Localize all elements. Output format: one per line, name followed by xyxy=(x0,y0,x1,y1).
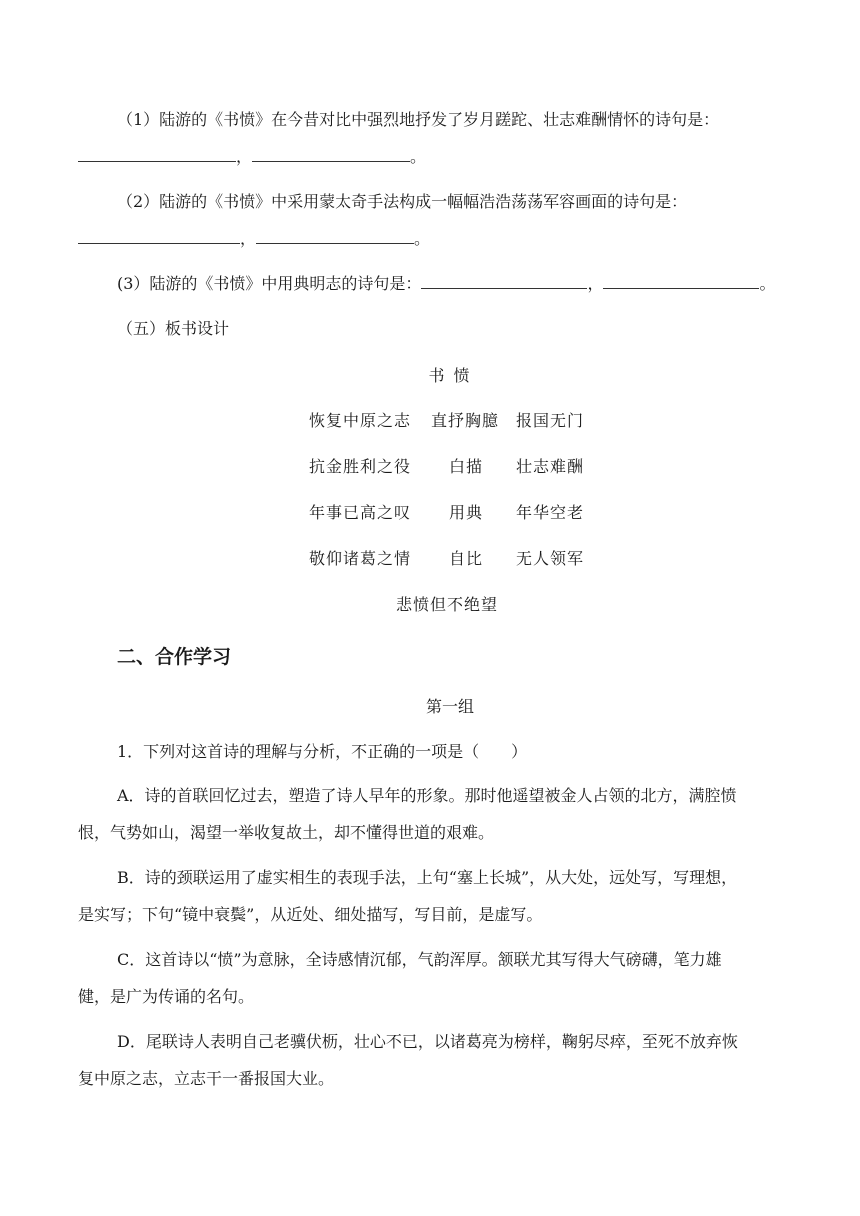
answer-blank[interactable] xyxy=(78,147,236,162)
option-c-line-1: C．这首诗以“愤”为意脉，全诗感情沉郁，气韵浑厚。颔联尤其写得大气磅礴，笔力雄 xyxy=(117,950,722,969)
section-heading: 二、合作学习 xyxy=(117,646,232,668)
board-cell: 恢复中原之志 xyxy=(309,411,412,430)
question-stem: 1．下列对这首诗的理解与分析，不正确的一项是（ ） xyxy=(117,742,528,761)
question-1-answer-line: ， 。 xyxy=(78,147,426,167)
board-cell: 无人领军 xyxy=(516,549,585,568)
board-design-heading: （五）板书设计 xyxy=(117,319,230,338)
answer-blank[interactable] xyxy=(252,147,410,162)
board-cell: 白描 xyxy=(449,457,484,476)
board-cell: 用典 xyxy=(449,503,484,522)
board-cell: 壮志难酬 xyxy=(516,457,585,476)
board-footer: 悲愤但不绝望 xyxy=(396,595,499,614)
answer-blank[interactable] xyxy=(603,274,759,289)
option-a-line-1: A．诗的首联回忆过去，塑造了诗人早年的形象。那时他遥望被金人占领的北方，满腔愤 xyxy=(117,786,737,805)
board-cell: 抗金胜利之役 xyxy=(309,457,412,476)
group-title: 第一组 xyxy=(425,697,474,716)
board-title: 书 愤 xyxy=(428,366,472,385)
question-2-answer-line: ， 。 xyxy=(78,229,430,249)
board-cell: 报国无门 xyxy=(516,411,585,430)
option-a-line-2: 恨，气势如山，渴望一举收复故土，却不懂得世道的艰难。 xyxy=(78,823,495,842)
question-2-text: （2）陆游的《书愤》中采用蒙太奇手法构成一幅幅浩浩荡荡军容画面的诗句是： xyxy=(117,192,688,211)
board-cell: 年华空老 xyxy=(516,503,585,522)
option-c-line-2: 健，是广为传诵的名句。 xyxy=(78,987,255,1006)
board-cell: 敬仰诸葛之情 xyxy=(309,549,412,568)
answer-blank[interactable] xyxy=(256,229,414,244)
answer-blank[interactable] xyxy=(421,274,587,289)
answer-blank[interactable] xyxy=(78,229,240,244)
option-d-line-1: D．尾联诗人表明自己老骥伏枥，壮心不已，以诸葛亮为榜样，鞠躬尽瘁，至死不放弃恢 xyxy=(117,1032,738,1051)
board-cell: 直抒胸臆 xyxy=(431,411,500,430)
board-cell: 年事已高之叹 xyxy=(309,503,412,522)
option-d-line-2: 复中原之志，立志干一番报国大业。 xyxy=(78,1069,335,1088)
question-3-line: (3）陆游的《书愤》中用典明志的诗句是： ， 。 xyxy=(117,274,776,293)
question-1-text: （1）陆游的《书愤》在今昔对比中强烈地抒发了岁月蹉跎、壮志难酬情怀的诗句是： xyxy=(117,110,720,129)
board-cell: 自比 xyxy=(449,549,484,568)
option-b-line-2: 是实写；下句“镜中衰鬓”，从近处、细处描写，写目前，是虚写。 xyxy=(78,905,543,924)
option-b-line-1: B．诗的颈联运用了虚实相生的表现手法，上句“塞上长城”，从大处，远处写，写理想， xyxy=(117,868,738,887)
